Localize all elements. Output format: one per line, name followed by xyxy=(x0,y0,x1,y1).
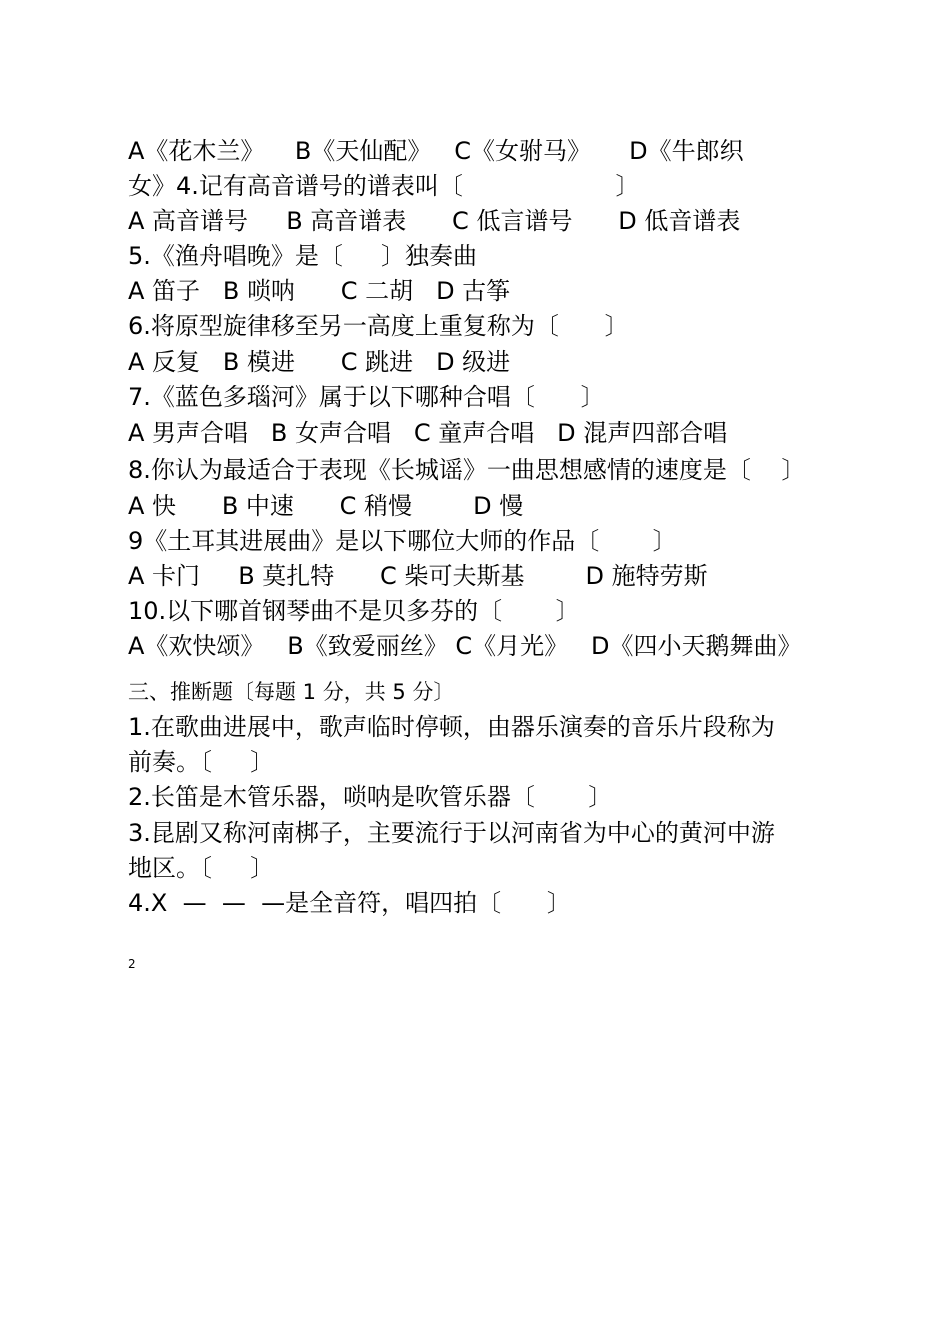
question-8-stem: 8.你认为最适合于表现《长城谣》一曲思想感情的速度是〔 〕 xyxy=(128,456,806,484)
judgement-2: 2.长笛是木管乐器，唢呐是吹管乐器〔 〕 xyxy=(128,783,613,811)
section-title: 三、推断题〔每题 1 分，共 5 分〕 xyxy=(128,680,455,704)
question-3-options: A《花木兰》 B《天仙配》 C《女驸马》 D《牛郎织 xyxy=(128,137,744,165)
judgement-1-line-2: 前奏。〔 〕 xyxy=(128,748,275,776)
question-8-options: A 快 B 中速 C 稍慢 D 慢 xyxy=(128,492,524,520)
question-6-options: A 反复 B 模进 C 跳进 D 级进 xyxy=(128,348,511,376)
question-10-stem: 10.以下哪首钢琴曲不是贝多芬的〔 〕 xyxy=(128,597,580,625)
judgement-4: 4.X — — —是全音符，唱四拍〔 〕 xyxy=(128,889,571,917)
question-4-options: A 高音谱号 B 高音谱表 C 低言谱号 D 低音谱表 xyxy=(128,207,741,235)
question-4-stem: 女》4.记有高音谱号的谱表叫〔 〕 xyxy=(128,172,640,200)
judgement-3-line-2: 地区。〔 〕 xyxy=(128,854,275,882)
question-5-stem: 5.《渔舟唱晚》是〔 〕独奏曲 xyxy=(128,242,478,270)
question-7-options: A 男声合唱 B 女声合唱 C 童声合唱 D 混声四部合唱 xyxy=(128,419,728,447)
judgement-3-line-1: 3.昆剧又称河南梆子，主要流行于以河南省为中心的黄河中游 xyxy=(128,819,775,847)
question-5-options: A 笛子 B 唢呐 C 二胡 D 古筝 xyxy=(128,277,511,305)
question-6-stem: 6.将原型旋律移至另一高度上重复称为〔 〕 xyxy=(128,312,629,340)
page-number: 2 xyxy=(128,957,136,971)
question-9-stem: 9《土耳其进展曲》是以下哪位大师的作品〔 〕 xyxy=(128,527,677,555)
question-7-stem: 7.《蓝色多瑙河》属于以下哪种合唱〔 〕 xyxy=(128,383,605,411)
judgement-1-line-1: 1.在歌曲进展中，歌声临时停顿，由器乐演奏的音乐片段称为 xyxy=(128,713,775,741)
question-10-options: A《欢快颂》 B《致爱丽丝》 C《月光》 D《四小天鹅舞曲》 xyxy=(128,632,802,660)
question-9-options: A 卡门 B 莫扎特 C 柴可夫斯基 D 施特劳斯 xyxy=(128,562,708,590)
